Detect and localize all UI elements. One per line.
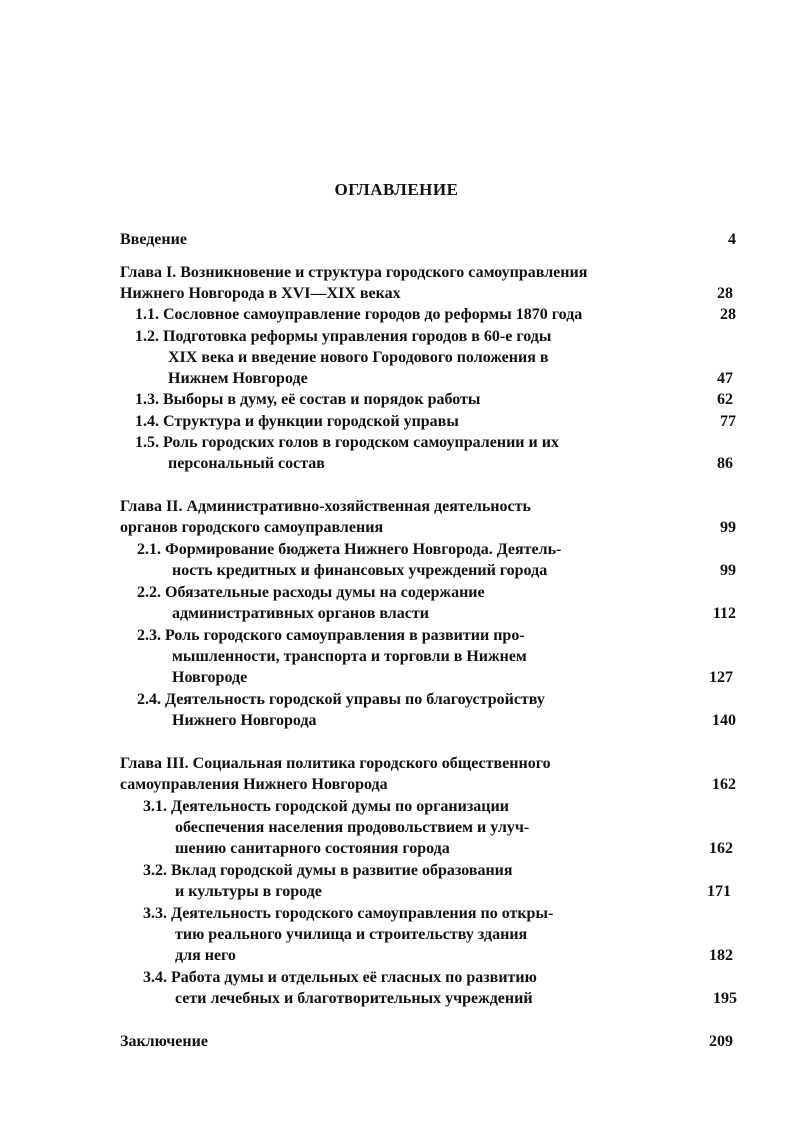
section-1-1: 1.1. Сословное самоуправление городов до реформы 1870 года xyxy=(135,306,583,323)
chapter-3-page: 162 xyxy=(712,776,736,793)
section-3-1-line-3: шению санитарного состояния города xyxy=(175,840,450,857)
section-3-4-page: 195 xyxy=(713,990,737,1007)
chapter-3-title-line-2: самоуправления Нижнего Новгорода xyxy=(120,776,388,793)
section-1-5-line-1: 1.5. Роль городских голов в городском самоупралении и их xyxy=(135,434,559,451)
section-3-1-page: 162 xyxy=(709,840,733,857)
section-3-4-line-2: сети лечебных и благотворительных учреждений xyxy=(175,990,533,1007)
section-2-1-page: 99 xyxy=(720,562,736,579)
conclusion-label: Заключение xyxy=(120,1033,208,1050)
section-2-4-page: 140 xyxy=(712,712,736,729)
section-1-4: 1.4. Структура и функции городской управы xyxy=(135,413,459,430)
section-1-4-page: 77 xyxy=(720,413,736,430)
chapter-1-page: 28 xyxy=(717,285,733,302)
section-3-1-line-1: 3.1. Деятельность городской думы по организации xyxy=(143,798,509,815)
conclusion-page: 209 xyxy=(709,1033,733,1050)
section-1-5-page: 86 xyxy=(717,455,733,472)
chapter-2-page: 99 xyxy=(720,519,736,536)
section-2-1-line-2: ность кредитных и финансовых учреждений города xyxy=(172,562,548,579)
section-3-3-line-1: 3.3. Деятельность городского самоуправления по откры- xyxy=(143,905,554,922)
section-1-5-line-2: персональный состав xyxy=(168,455,325,472)
section-1-1-page: 28 xyxy=(720,306,736,323)
page-title: ОГЛАВЛЕНИЕ xyxy=(334,180,459,199)
section-1-2-line-2: XIX века и введение нового Городового положения в xyxy=(168,349,549,366)
section-1-2-page: 47 xyxy=(717,370,733,387)
section-2-3-line-1: 2.3. Роль городского самоуправления в развитии про- xyxy=(137,627,525,644)
chapter-1-title-line-2: Нижнего Новгорода в XVI—XIX веках xyxy=(120,285,401,302)
section-1-3: 1.3. Выборы в думу, её состав и порядок работы xyxy=(135,391,481,408)
section-2-4-line-2: Нижнего Новгорода xyxy=(172,712,317,729)
section-3-2-line-1: 3.2. Вклад городской думы в развитие образования xyxy=(143,862,513,879)
section-3-3-page: 182 xyxy=(709,947,733,964)
section-1-2-line-3: Нижнем Новгороде xyxy=(168,370,308,387)
section-2-1-line-1: 2.1. Формирование бюджета Нижнего Новгорода. Деятель- xyxy=(137,541,562,558)
section-3-2-page: 171 xyxy=(707,883,731,900)
section-3-4-line-1: 3.4. Работа думы и отдельных её гласных по развитию xyxy=(143,969,537,986)
section-2-2-page: 112 xyxy=(712,605,736,622)
section-2-3-line-2: мышленности, транспорта и торговли в Нижнем xyxy=(172,648,527,665)
chapter-2-title-line-2: органов городского самоуправления xyxy=(120,519,384,536)
section-2-2-line-2: административных органов власти xyxy=(172,605,429,622)
section-2-3-line-3: Новгороде xyxy=(172,669,248,686)
chapter-2-title-line-1: Глава II. Административно-хозяйственная деятельность xyxy=(120,498,531,515)
section-3-2-line-2: и культуры в городе xyxy=(175,883,322,900)
section-3-3-line-2: тию реального училища и строительству здания xyxy=(175,926,528,943)
intro-page: 4 xyxy=(728,231,736,248)
section-2-2-line-1: 2.2. Обязательные расходы думы на содержание xyxy=(137,584,485,601)
chapter-1-title-line-1: Глава I. Возникновение и структура городского самоуправления xyxy=(120,264,588,281)
section-3-1-line-2: обеспечения населения продовольствием и улуч- xyxy=(175,819,530,836)
section-2-3-page: 127 xyxy=(709,669,733,686)
intro-label: Введение xyxy=(120,231,187,248)
section-1-2-line-1: 1.2. Подготовка реформы управления городов в 60-е годы xyxy=(135,328,552,345)
section-3-3-line-3: для него xyxy=(175,947,236,964)
section-2-4-line-1: 2.4. Деятельность городской управы по благоустройству xyxy=(137,691,545,708)
chapter-3-title-line-1: Глава III. Социальная политика городского общественного xyxy=(120,755,551,772)
section-1-3-page: 62 xyxy=(717,391,733,408)
